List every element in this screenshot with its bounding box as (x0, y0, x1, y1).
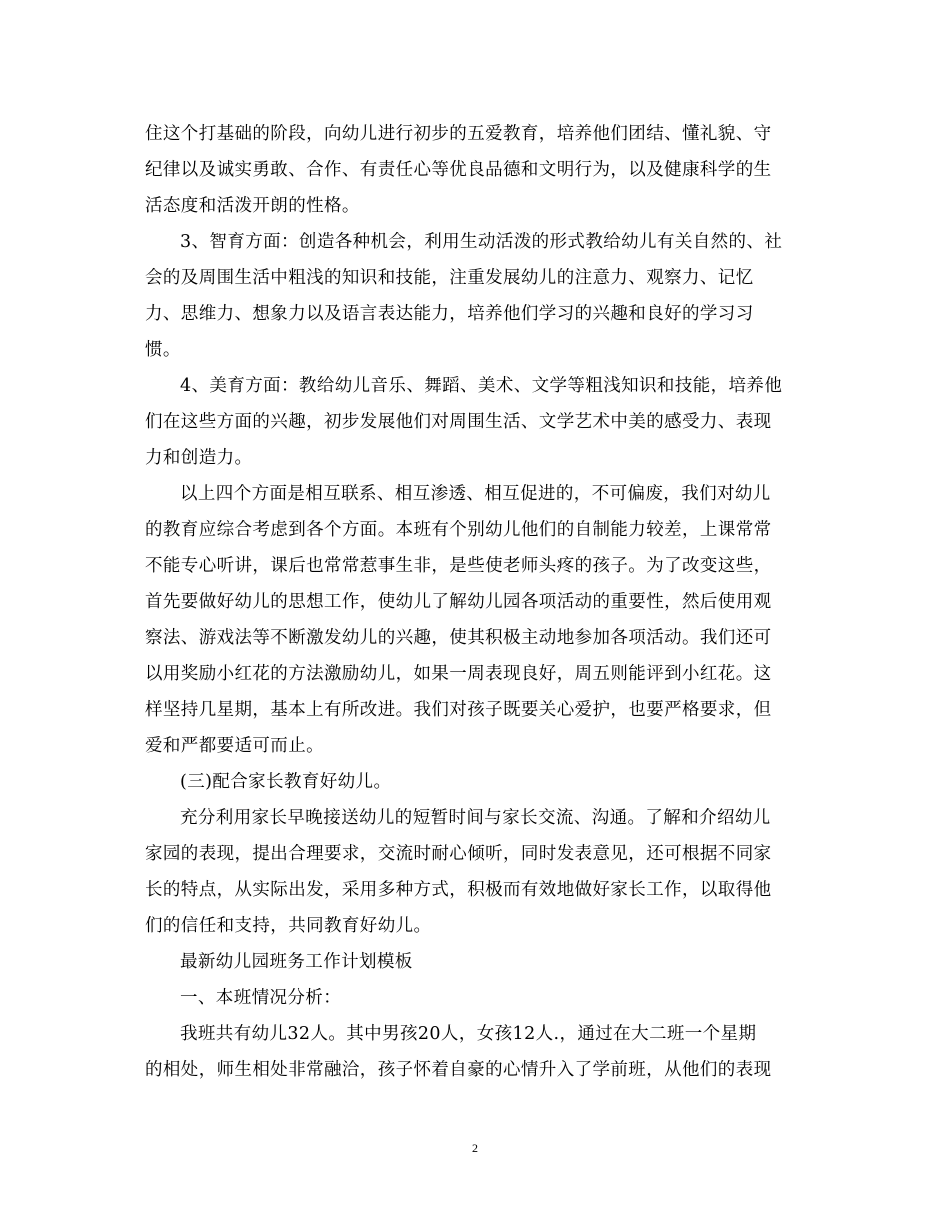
text-line: 不能专心听讲，课后也常常惹事生非，是些使老师头疼的孩子。为了改变这些， (145, 556, 772, 576)
text-line: 惯。 (145, 340, 181, 360)
text-line: 住这个打基础的阶段，向幼儿进行初步的五爱教育，培养他们团结、懂礼貌、守 (145, 124, 772, 144)
document-title: 最新幼儿园班务工作计划模板 (180, 952, 413, 972)
text-line: 们在这些方面的兴趣，初步发展他们对周围生活、文学艺术中美的感受力、表现 (145, 412, 772, 432)
section-heading: (三)配合家长教育好幼儿。 (180, 772, 392, 792)
text-line: 家园的表现，提出合理要求，交流时耐心倾听，同时发表意见，还可根据不同家 (145, 844, 772, 864)
text-line: 力和创造力。 (145, 448, 253, 468)
text-line: 3、智育方面：创造各种机会，利用生动活泼的形式教给幼儿有关自然的、社 (180, 232, 783, 252)
text-line: 以上四个方面是相互联系、相互渗透、相互促进的，不可偏废，我们对幼儿 (180, 484, 771, 504)
text-line: 们的信任和支持，共同教育好幼儿。 (145, 916, 432, 936)
text-line: 力、思维力、想象力以及语言表达能力，培养他们学习的兴趣和良好的学习习 (145, 304, 754, 324)
text-line: 4、美育方面：教给幼儿音乐、舞蹈、美术、文学等粗浅知识和技能，培养他 (180, 376, 783, 396)
text-line: 的相处，师生相处非常融洽，孩子怀着自豪的心情升入了学前班，从他们的表现 (145, 1060, 772, 1080)
text-line: 察法、游戏法等不断激发幼儿的兴趣，使其积极主动地参加各项活动。我们还可 (145, 628, 772, 648)
text-line: 长的特点，从实际出发，采用多种方式，积极而有效地做好家长工作，以取得他 (145, 880, 772, 900)
text-line: 以用奖励小红花的方法激励幼儿，如果一周表现良好，周五则能评到小红花。这 (145, 664, 772, 684)
section-heading: 一、本班情况分析： (180, 988, 342, 1008)
text-line: 爱和严都要适可而止。 (145, 736, 324, 756)
text-line: 我班共有幼儿32人。其中男孩20人，女孩12人.，通过在大二班一个星期 (180, 1024, 757, 1044)
text-line: 会的及周围生活中粗浅的知识和技能，注重发展幼儿的注意力、观察力、记忆 (145, 268, 754, 288)
text-line: 样坚持几星期，基本上有所改进。我们对孩子既要关心爱护，也要严格要求，但 (145, 700, 772, 720)
text-line: 纪律以及诚实勇敢、合作、有责任心等优良品德和文明行为，以及健康科学的生 (145, 160, 772, 180)
text-line: 的教育应综合考虑到各个方面。本班有个别幼儿他们的自制能力较差，上课常常 (145, 520, 772, 540)
text-line: 活态度和活泼开朗的性格。 (145, 196, 360, 216)
text-line: 充分利用家长早晚接送幼儿的短暂时间与家长交流、沟通。了解和介绍幼儿 (180, 808, 771, 828)
page-number: 2 (472, 1141, 478, 1155)
text-line: 首先要做好幼儿的思想工作，使幼儿了解幼儿园各项活动的重要性，然后使用观 (145, 592, 772, 612)
